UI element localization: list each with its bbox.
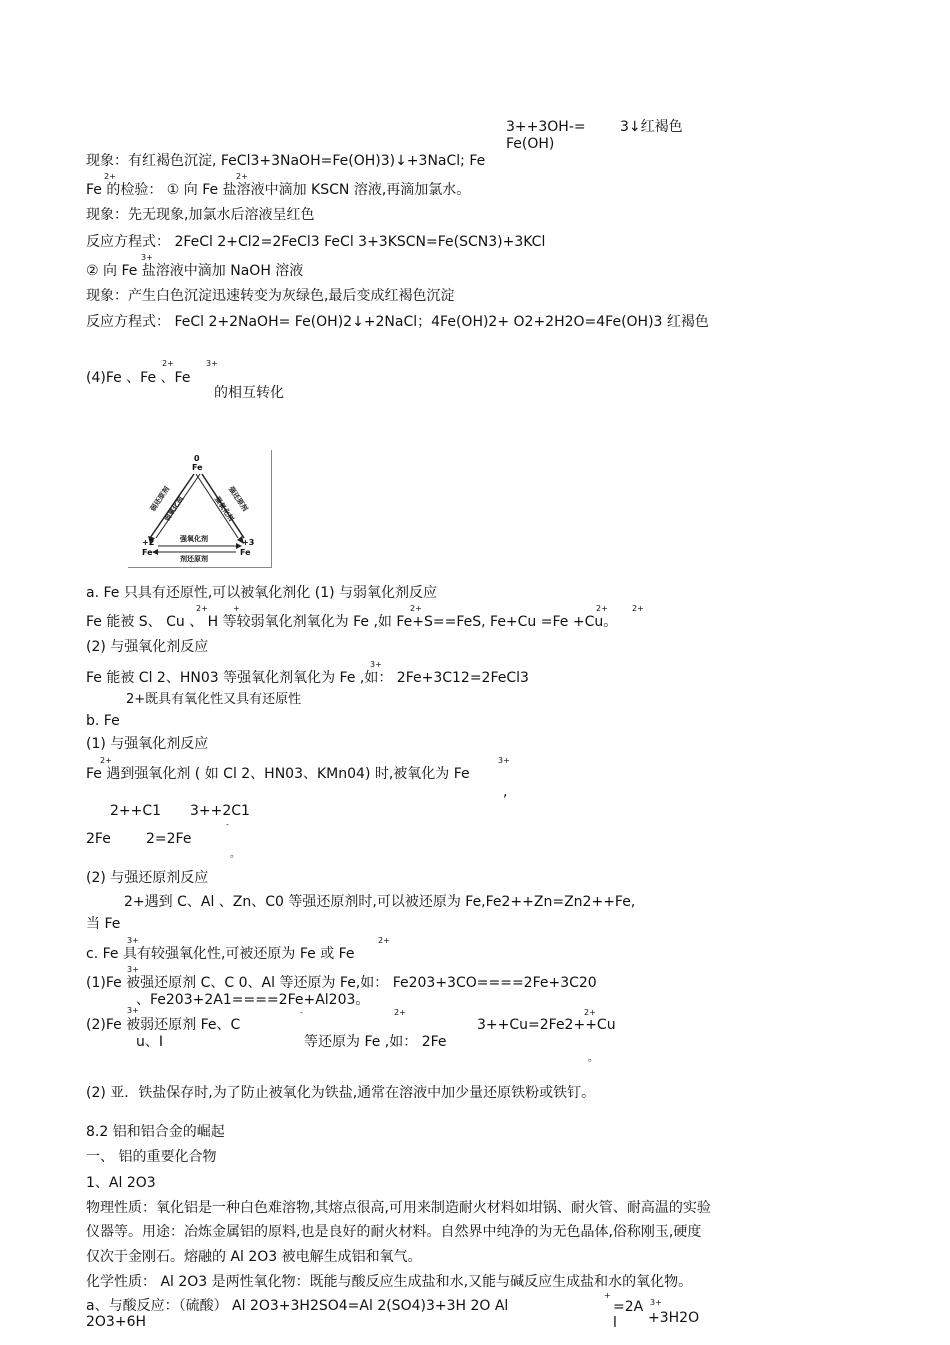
text-line: 反应方程式： 2FeCl 2+Cl2=2FeCl3 FeCl 3+3KSCN=Fe(SCN3)+3KCl xyxy=(86,234,546,250)
text-line: (2)Fe 被弱还原剂 Fe、C xyxy=(86,1017,241,1033)
text-line: 现象：有红褐色沉淀, FeCl3+3NaOH=Fe(OH)3)↓+3NaCl; Fe xyxy=(86,153,486,169)
paragraph-line: 仪器等。用途：冶炼金属铝的原料,也是良好的耐火材料。自然界中纯净的为无色晶体,俗称刚玉,硬度 xyxy=(86,1224,702,1240)
paragraph-line: a、与酸反应：（硫酸） Al 2O3+3H2SO4=Al 2(SO4)3+3H 2O Al xyxy=(86,1298,509,1314)
fe-right-label: Fe xyxy=(240,548,251,557)
superscript: 3+ xyxy=(127,965,139,974)
text-line: (2) 亚．铁盐保存时,为了防止被氧化为铁盐,通常在溶液中加少量还原铁粉或铁钉。 xyxy=(86,1085,596,1101)
text-line: 现象：产生白色沉淀迅速转变为灰绿色,最后变成红褐色沉淀 xyxy=(86,288,455,304)
equation-fragment: 3++Cu=2Fe2++Cu xyxy=(477,1017,616,1033)
equation-fragment: 2=2Fe xyxy=(146,831,192,847)
superscript: - xyxy=(300,1008,303,1017)
text-line: (2) 与强还原剂反应 xyxy=(86,870,209,886)
text-line: b. Fe xyxy=(86,713,120,729)
superscript: 2+ xyxy=(584,1008,596,1017)
equation-fragment: 3++3OH-= xyxy=(506,119,586,135)
text-line: 反应方程式： FeCl 2+2NaOH= Fe(OH)2↓+2NaCl；4Fe(OH)2+ O2+2H2O=4Fe(OH)3 红褐色 xyxy=(86,314,709,330)
text-line: 2+既具有氧化性又具有还原性 xyxy=(126,692,302,707)
side-label: 强氧化剂 xyxy=(212,495,236,523)
text-line: c. Fe 具有较强氧化性,可被还原为 Fe 或 Fe xyxy=(86,946,355,962)
text-line: Fe 遇到强氧化剂 ( 如 Cl 2、HN03、KMn04) 时,被氧化为 Fe xyxy=(86,766,470,782)
text-fragment: 。 xyxy=(230,849,240,860)
paragraph-line: 仅次于金刚石。熔融的 Al 2O3 被电解生成铝和氧气。 xyxy=(86,1249,422,1265)
iron-triangle-figure xyxy=(128,450,272,568)
superscript: 2+ xyxy=(196,604,208,613)
section-heading: 1、Al 2O3 xyxy=(86,1175,156,1191)
superscript: 3+ xyxy=(650,1298,662,1307)
superscript: 2+ xyxy=(394,1008,406,1017)
superscript: 3+ xyxy=(498,756,510,765)
equation-fragment: 3++2C1 xyxy=(190,803,250,819)
superscript: 2+ xyxy=(596,604,608,613)
superscript: + xyxy=(604,1291,611,1300)
superscript: 3+ xyxy=(127,936,139,945)
paragraph-line: 物理性质：氧化铝是一种白色难溶物,其熔点很高,可用来制造耐火材料如坩锅、耐火管、耐高温的实验 xyxy=(86,1200,711,1216)
superscript: 2+ xyxy=(632,604,644,613)
text-fragment: u、I xyxy=(136,1034,164,1050)
superscript: - xyxy=(226,820,229,829)
bottom-label: 强氧化剂 xyxy=(180,535,208,543)
section-heading: 的相互转化 xyxy=(214,385,284,401)
paragraph-line: 2O3+6H xyxy=(86,1314,146,1330)
equation-fragment: =2A xyxy=(613,1299,644,1315)
text-fragment: , xyxy=(503,784,508,800)
text-line: ② 向 Fe 盐溶液中滴加 NaOH 溶液 xyxy=(86,263,304,279)
equation-fragment: 2Fe xyxy=(86,831,111,847)
fe-top-label: Fe xyxy=(192,463,203,472)
text-line: 、Fe203+2A1====2Fe+Al203。 xyxy=(136,992,370,1008)
side-label: 弱还原剂 xyxy=(148,485,172,513)
superscript: 3+ xyxy=(141,253,153,262)
superscript: 2+ xyxy=(236,172,248,181)
side-label: 强还原剂 xyxy=(226,485,250,513)
section-heading: (4)Fe 、Fe 、Fe xyxy=(86,370,191,386)
superscript: 2+ xyxy=(410,604,422,613)
section-heading: 8.2 铝和铝合金的崛起 xyxy=(86,1124,225,1140)
oxidation-state-label: +3 xyxy=(242,538,255,547)
superscript: 2+ xyxy=(104,172,116,181)
superscript: 3+ xyxy=(127,1006,139,1015)
text-line: Fe 能被 Cl 2、HN03 等强氧化剂氧化为 Fe ,如： 2Fe+3C12=2FeCl3 xyxy=(86,670,529,686)
equation-fragment: 3↓红褐色 xyxy=(620,119,683,135)
bottom-label: 剂还原剂 xyxy=(180,555,208,563)
equation-fragment: 2++C1 xyxy=(110,803,162,819)
superscript: 2+ xyxy=(378,936,390,945)
text-line: a. Fe 只具有还原性,可以被氧化剂化 (1) 与弱氧化剂反应 xyxy=(86,585,438,601)
oxidation-state-label: 0 xyxy=(194,454,200,463)
superscript: 3+ xyxy=(370,660,382,669)
equation-fragment: Fe(OH) xyxy=(506,136,555,152)
text-line: (2) 与强氧化剂反应 xyxy=(86,639,209,655)
superscript: 3+ xyxy=(206,359,218,368)
text-line: Fe 的检验： ① 向 Fe 盐溶液中滴加 KSCN 溶液,再滴加氯水。 xyxy=(86,182,471,198)
side-label: 弱氧化剂 xyxy=(162,495,186,523)
paragraph-line: 化学性质： Al 2O3 是两性氧化物：既能与酸反应生成盐和水,又能与碱反应生成盐和水的氧化物。 xyxy=(86,1274,693,1290)
text-line: (1) 与强氧化剂反应 xyxy=(86,736,209,752)
equation-fragment: +3H2O xyxy=(648,1310,700,1326)
text-line: (1)Fe 被强还原剂 C、C 0、Al 等还原为 Fe,如： Fe203+3CO====2Fe+3C20 xyxy=(86,975,597,991)
text-line: 等还原为 Fe ,如： 2Fe xyxy=(304,1034,447,1050)
superscript: 2+ xyxy=(162,359,174,368)
superscript: 2+ xyxy=(100,756,112,765)
equation-fragment: l xyxy=(613,1315,617,1331)
oxidation-state-label: +2 xyxy=(142,538,155,547)
fe-left-label: Fe xyxy=(142,548,153,557)
text-fragment: 。 xyxy=(588,1053,598,1064)
section-heading: 一、 铝的重要化合物 xyxy=(86,1149,217,1165)
text-line: 当 Fe xyxy=(86,916,121,932)
text-line: Fe 能被 S、 Cu 、 H 等较弱氧化剂氧化为 Fe ,如 Fe+S==FeS, Fe+Cu =Fe +Cu。 xyxy=(86,614,618,630)
text-line: 现象：先无现象,加氯水后溶液呈红色 xyxy=(86,207,315,223)
superscript: + xyxy=(233,604,240,613)
text-line: 2+遇到 C、Al 、Zn、C0 等强还原剂时,可以被还原为 Fe,Fe2++Zn=Zn2++Fe, xyxy=(124,894,636,910)
